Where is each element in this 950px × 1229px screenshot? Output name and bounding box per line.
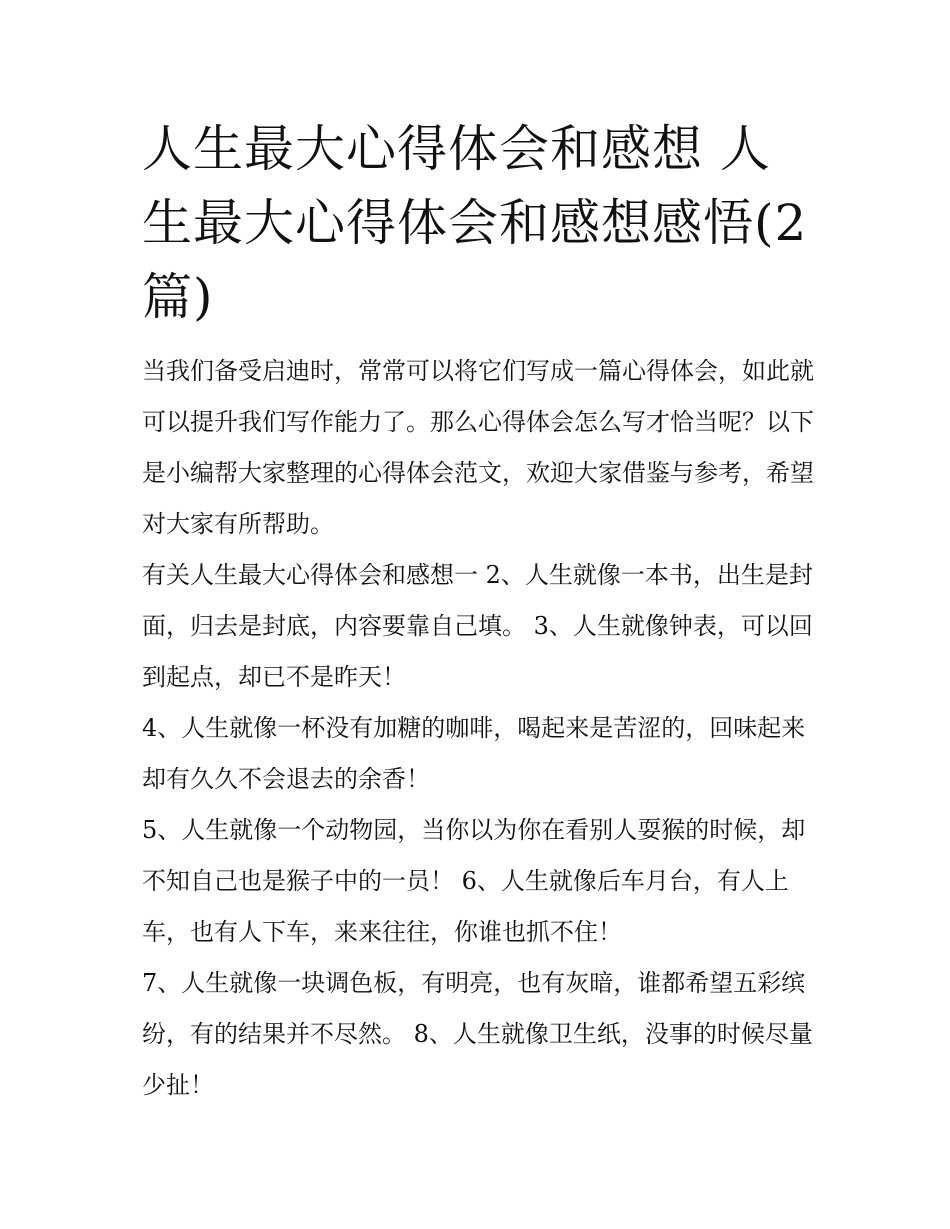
paragraph-2: 有关人生最大心得体会和感想一 2、人生就像一本书，出生是封面，归去是封底，内容要靠自己填。 3、人生就像钟表，可以回到起点，却已不是昨天！: [142, 561, 813, 691]
paragraph-intro: 当我们备受启迪时，常常可以将它们写成一篇心得体会，如此就可以提升我们写作能力了。那么心得体会怎么写才恰当呢？以下是小编帮大家整理的心得体会范文，欢迎大家借鉴与参考，希望对大家有所帮助。: [142, 357, 814, 538]
document-body: [142, 346, 814, 1111]
paragraph-5: 7、人生就像一块调色板，有明亮，也有灰暗，谁都希望五彩缤纷，有的结果并不尽然。 8、人生就像卫生纸，没事的时候尽量少扯！: [142, 969, 813, 1099]
paragraph-3: 4、人生就像一杯没有加糖的咖啡，喝起来是苦涩的，回味起来却有久久不会退去的余香！: [142, 714, 806, 793]
document-page: [142, 112, 814, 1111]
document-title: 人生最大心得体会和感想 人生最大心得体会和感想感悟(2篇): [142, 120, 808, 326]
paragraph-4: 5、人生就像一个动物园，当你以为你在看别人耍猴的时候，却不知自己也是猴子中的一员！ 6、人生就像后车月台，有人上车，也有人下车，来来往往，你谁也抓不住！: [142, 816, 806, 946]
